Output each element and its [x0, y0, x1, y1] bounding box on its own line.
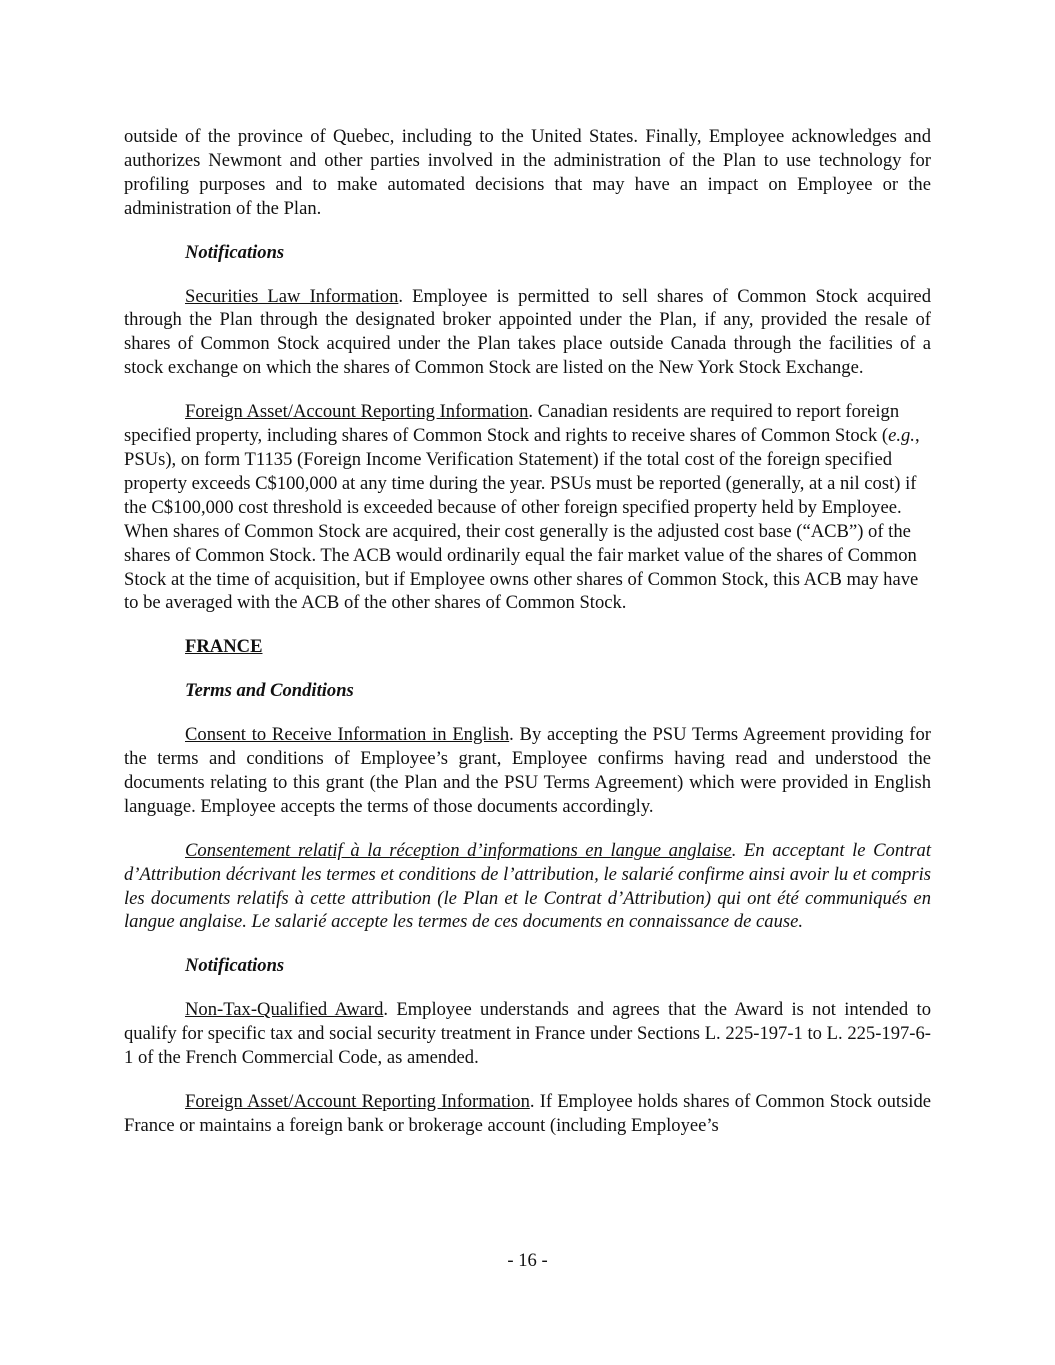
- france-foreign-asset-paragraph: [124, 1090, 931, 1138]
- consent-english-paragraph: [124, 723, 931, 819]
- non-tax-qualified-title: Non-Tax-Qualified Award: [185, 999, 384, 1021]
- consent-french-paragraph: [124, 839, 931, 935]
- canada-foreign-asset-title: Foreign Asset/Account Reporting Information: [185, 401, 529, 423]
- intro-paragraph: outside of the province of Quebec, including to the United States. Finally, Employee acknowledges and authorizes Newmont and other parties involved in the administration of the Plan to use technology for profiling purposes and to make automated decisions that may have an impact on Employee or the administration of the Plan.: [124, 126, 931, 219]
- canada-foreign-asset-body-2: , PSUs), on form T1135 (Foreign Income Verification Statement) if the total cost of the foreign specified property exceeds C$100,000 at any time during the year. PSUs must be reported (generally, at a nil cost) if the C$100,000 cost threshold is exceeded because of other foreign specified property held by Employee. When shares of Common Stock are acquired, their cost generally is the adjusted cost base (“ACB”) of the shares of Common Stock. The ACB would ordinarily equal the fair market value of the shares of Common Stock at the time of acquisition, but if Employee owns other shares of Common Stock, this ACB may have to be averaged with the ACB of the other shares of Common Stock.: [124, 425, 920, 614]
- consent-french-body: . En acceptant le Contrat d’Attribution décrivant les termes et conditions de l’attribution, le salarié confirme ainsi avoir lu et compris les documents relatifs à cette attribution (le Plan et le Contrat d’Attribution) qui ont été communiqués en langue anglaise. Le salarié accepte les termes de ces documents en connaissance de cause.: [124, 839, 931, 933]
- canada-foreign-asset-paragraph: [124, 400, 931, 615]
- securities-law-title: Securities Law Information: [185, 285, 399, 307]
- consent-english-title: Consent to Receive Information in English: [185, 724, 510, 746]
- consent-french-title: Consentement relatif à la réception d’informations en langue anglaise: [185, 839, 732, 861]
- canada-notifications-heading: Notifications: [185, 241, 285, 263]
- non-tax-qualified-paragraph: [124, 998, 931, 1070]
- securities-law-body: . Employee is permitted to sell shares of Common Stock acquired through the Plan through the designated broker appointed under the Plan, if any, provided the resale of shares of Common Stock acquired under the Plan takes place outside Canada through the facilities of a stock exchange on which the shares of Common Stock are listed on the New York Stock Exchange.: [124, 285, 931, 379]
- terms-heading: Terms and Conditions: [185, 680, 354, 702]
- consent-english-body: . By accepting the PSU Terms Agreement providing for the terms and conditions of Employee’s grant, Employee confirms having read and understood the documents relating to this grant (the Plan and the PSU Terms Agreement) which were provided in English language. Employee accepts the terms of those documents accordingly.: [124, 724, 931, 817]
- canada-foreign-asset-eg: e.g.: [888, 425, 915, 447]
- document-page: [124, 125, 931, 1158]
- france-heading: FRANCE: [185, 636, 263, 658]
- france-notifications-heading: Notifications: [185, 955, 285, 977]
- non-tax-qualified-body: . Employee understands and agrees that the Award is not intended to qualify for specific tax and social security treatment in France under Sections L. 225-197-1 to L. 225-197-6-1 of the French Commercial Code, as amended.: [124, 999, 931, 1069]
- securities-law-paragraph: [124, 285, 931, 381]
- canada-foreign-asset-body-1: . Canadian residents are required to report foreign specified property, including shares of Common Stock and rights to receive shares of Common Stock (: [124, 401, 900, 447]
- france-foreign-asset-title: Foreign Asset/Account Reporting Information: [185, 1091, 530, 1112]
- page-number: - 16 -: [507, 1250, 548, 1271]
- france-foreign-asset-body: . If Employee holds shares of Common Stock outside France or maintains a foreign bank or brokerage account (including Employee’s: [124, 1091, 931, 1136]
